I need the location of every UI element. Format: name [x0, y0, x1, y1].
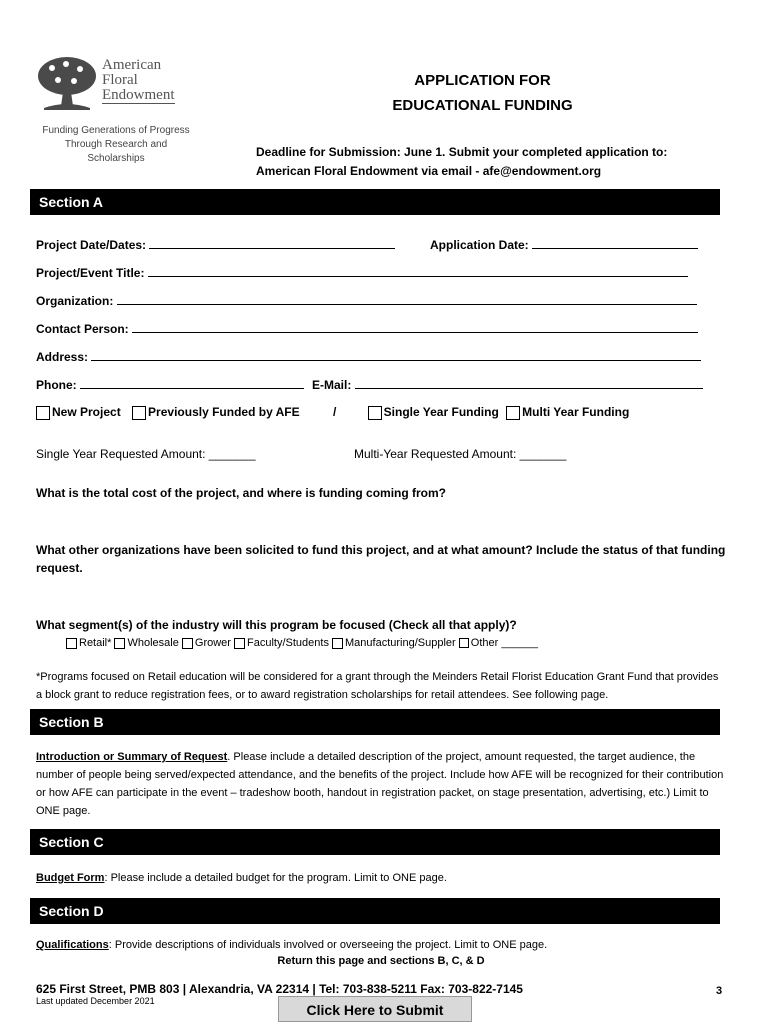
email-field[interactable]	[312, 376, 703, 392]
segment-checkbox-other[interactable]	[459, 638, 469, 648]
organization-label: Organization:	[36, 294, 114, 308]
separator-slash: /	[332, 405, 337, 419]
section-c-header: Section C	[30, 829, 720, 855]
last-updated: Last updated December 2021	[36, 996, 155, 1006]
deadline-line-2: American Floral Endowment via email - afe@endowment.org	[256, 164, 602, 178]
retail-note: *Programs focused on Retail education will be considered for a grant through the Meinders Retail Florist Education Grant Fund that provides a block grant to reduce registration fees, or to award registration scholarships for retail attendees. See following page.	[36, 671, 719, 701]
return-note: Return this page and sections B, C, & D	[277, 955, 485, 967]
application-date-field[interactable]	[430, 236, 698, 252]
new-project-checkbox[interactable]	[36, 406, 50, 420]
project-dates-line[interactable]	[149, 236, 395, 249]
tree-icon	[36, 54, 98, 114]
section-b-lead: Introduction or Summary of Request	[36, 751, 228, 763]
previously-funded-label: Previously Funded by AFE	[148, 405, 300, 419]
organization-line[interactable]	[117, 292, 697, 305]
segment-checkbox-manufacturing[interactable]	[332, 638, 343, 649]
segment-label-other: Other ______	[470, 637, 539, 649]
project-dates-label: Project Date/Dates:	[36, 238, 147, 252]
submit-button[interactable]: Click Here to Submit	[278, 996, 472, 1022]
segment-checkbox-wholesale[interactable]	[114, 638, 125, 649]
segment-label-wholesale: Wholesale	[127, 637, 179, 649]
deadline-line-1: Deadline for Submission: June 1. Submit your completed application to:	[256, 145, 668, 159]
logo-line-1: American	[102, 57, 162, 73]
page-title	[340, 68, 625, 118]
question-segments: What segment(s) of the industry will this program be focused (Check all that apply)?	[36, 618, 517, 632]
deadline-notice	[256, 143, 667, 181]
logo-wordmark	[102, 58, 175, 104]
page-number: 3	[716, 985, 723, 997]
section-b-header: Section B	[30, 709, 720, 735]
segment-options	[66, 637, 538, 649]
single-year-amount[interactable]: Single Year Requested Amount: _______	[36, 447, 256, 461]
multi-year-checkbox[interactable]	[506, 406, 520, 420]
segment-label-faculty: Faculty/Students	[247, 637, 329, 649]
project-title-line[interactable]	[148, 264, 688, 277]
single-year-checkbox[interactable]	[368, 406, 382, 420]
segment-checkbox-faculty[interactable]	[234, 638, 245, 649]
section-d-lead: Qualifications	[36, 939, 109, 951]
title-line-2: EDUCATIONAL FUNDING	[392, 97, 573, 114]
project-dates-field[interactable]	[36, 236, 395, 252]
question-other-organizations: What other organizations have been solicited to fund this project, and at what amount? Include the status of that funding request.	[36, 543, 726, 575]
email-line[interactable]	[355, 376, 703, 389]
phone-line[interactable]	[80, 376, 304, 389]
segment-checkbox-retail[interactable]	[66, 638, 77, 649]
tagline-line-2: Through Research and Scholarships	[64, 139, 168, 164]
tagline-line-1: Funding Generations of Progress	[42, 125, 190, 136]
question-total-cost: What is the total cost of the project, and where is funding coming from?	[36, 486, 447, 500]
address-field[interactable]	[36, 348, 701, 364]
contact-person-label: Contact Person:	[36, 322, 129, 336]
section-d-header: Section D	[30, 898, 720, 924]
multi-year-amount[interactable]: Multi-Year Requested Amount: _______	[354, 447, 567, 461]
phone-label: Phone:	[36, 378, 77, 392]
segment-checkbox-grower[interactable]	[182, 638, 193, 649]
section-c-text	[36, 869, 726, 887]
funding-type-row	[36, 405, 629, 420]
section-d-body: : Provide descriptions of individuals involved or overseeing the project. Limit to ONE page.	[108, 939, 548, 951]
logo-line-2: Floral	[102, 72, 138, 88]
new-project-label: New Project	[52, 405, 121, 419]
logo-tagline	[36, 124, 196, 166]
section-c-body: : Please include a detailed budget for the program. Limit to ONE page.	[104, 872, 447, 884]
segment-label-retail: Retail*	[79, 637, 112, 649]
address-label: Address:	[36, 350, 89, 364]
application-date-line[interactable]	[532, 236, 698, 249]
contact-person-line[interactable]	[132, 320, 698, 333]
section-b-body: . Please include a detailed description of the project, amount requested, the target audience, the number of people being served/expected attendance, and the benefits of the project. Include how AFE will be recognized for their contribution or how AFE can participate in the event – tradeshow booth, handout in registration packet, on stage presentation, advertising, etc.) Limit to ONE page.	[36, 751, 724, 817]
segment-label-grower: Grower	[194, 637, 231, 649]
project-title-label: Project/Event Title:	[36, 266, 145, 280]
afe-logo	[36, 54, 196, 164]
single-year-label: Single Year Funding	[383, 405, 499, 419]
contact-person-field[interactable]	[36, 320, 698, 336]
project-title-field[interactable]	[36, 264, 688, 280]
previously-funded-checkbox[interactable]	[132, 406, 146, 420]
multi-year-label: Multi Year Funding	[522, 405, 630, 419]
address-line[interactable]	[91, 348, 701, 361]
title-line-1: APPLICATION FOR	[414, 72, 551, 89]
section-a-header: Section A	[30, 189, 720, 215]
section-c-lead: Budget Form	[36, 872, 105, 884]
email-label: E-Mail:	[312, 378, 352, 392]
section-d-text	[36, 936, 726, 954]
section-b-text	[36, 748, 726, 820]
organization-field[interactable]	[36, 292, 697, 308]
segment-label-manufacturing: Manufacturing/Suppler	[345, 637, 456, 649]
footer-address: 625 First Street, PMB 803 | Alexandria, VA 22314 | Tel: 703-838-5211 Fax: 703-822-7145	[36, 982, 523, 996]
logo-line-3: Endowment	[102, 87, 175, 103]
application-date-label: Application Date:	[430, 238, 529, 252]
phone-field[interactable]	[36, 376, 304, 392]
